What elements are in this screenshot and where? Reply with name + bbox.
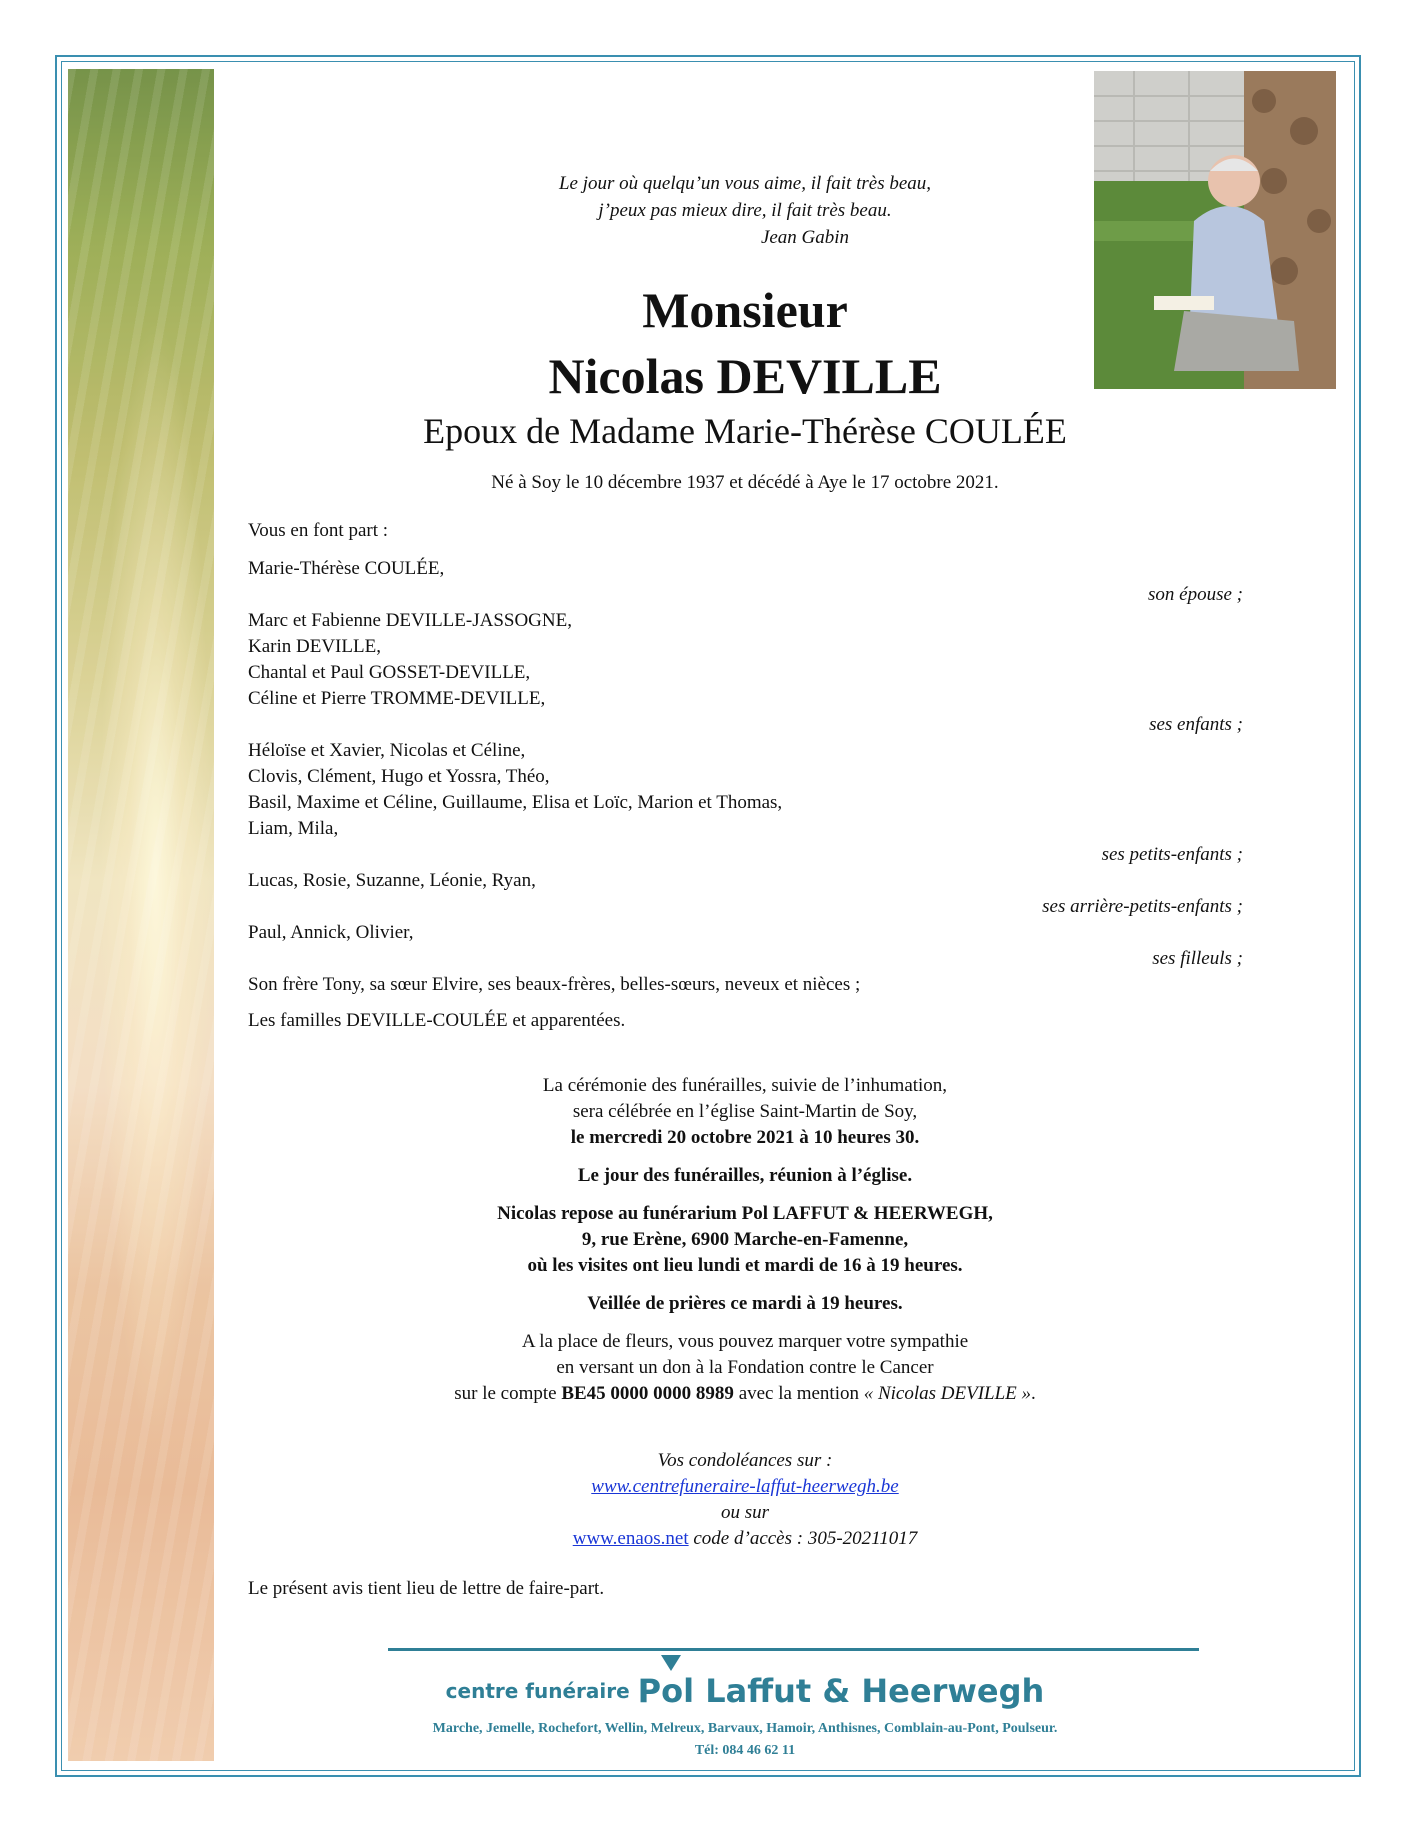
family-role: ses petits-enfants ; — [1101, 844, 1243, 865]
footer-info — [240, 1718, 1250, 1762]
flowers-line-2: en versant un don à la Fondation contre le Cancer — [556, 1357, 934, 1378]
family-role: ses filleuls ; — [1152, 948, 1243, 969]
birth-death-dates: Né à Soy le 10 décembre 1937 et décédé à Aye le 17 octobre 2021. — [491, 472, 999, 493]
family-role: ses enfants ; — [1149, 714, 1243, 735]
repose-line-3: où les visites ont lieu lundi et mardi de 16 à 19 heures. — [527, 1255, 963, 1276]
family-name: Héloïse et Xavier, Nicolas et Céline, — [248, 740, 526, 761]
donation-mention: « Nicolas DEVILLE » — [863, 1383, 1032, 1404]
footer-phone: Tél: 084 46 62 11 — [694, 1743, 796, 1758]
civility-title: Monsieur — [642, 282, 848, 338]
flowers-line-3 — [240, 1381, 1250, 1407]
logo-big-text: Pol Laffut & Heerwegh — [637, 1672, 1045, 1710]
spouse-line: Epoux de Madame Marie-Thérèse COULÉE — [423, 411, 1067, 451]
condolences-label: Vos condoléances sur : — [657, 1450, 833, 1471]
quote — [240, 170, 1250, 251]
family-name: Karin DEVILLE, — [248, 636, 381, 657]
ceremony-date: le mercredi 20 octobre 2021 à 10 heures 30. — [570, 1127, 920, 1148]
condolences-link-2[interactable]: www.enaos.net — [572, 1528, 689, 1549]
condolences — [240, 1448, 1250, 1552]
repose-line-2: 9, rue Erène, 6900 Marche-en-Famenne, — [581, 1229, 909, 1250]
family-name: Chantal et Paul GOSSET-DEVILLE, — [248, 662, 531, 683]
family-name: Basil, Maxime et Céline, Guillaume, Elisa et Loïc, Marion et Thomas, — [248, 792, 783, 813]
family-name: Liam, Mila, — [248, 818, 339, 839]
family-name: Lucas, Rosie, Suzanne, Léonie, Ryan, — [248, 870, 536, 891]
family-name: Céline et Pierre TROMME-DEVILLE, — [248, 688, 546, 709]
repose-line-1: Nicolas repose au funérarium Pol LAFFUT & HEERWEGH, — [497, 1203, 993, 1224]
family-role: ses arrière-petits-enfants ; — [1042, 896, 1243, 917]
ceremony-line-1: La cérémonie des funérailles, suivie de l’inhumation, — [542, 1075, 948, 1096]
flowers-line-1: A la place de fleurs, vous pouvez marquer votre sympathie — [521, 1331, 969, 1352]
family-role: son épouse ; — [1148, 584, 1243, 605]
condolences-or: ou sur — [720, 1502, 770, 1523]
access-code: code d’accès : 305-20211017 — [688, 1528, 918, 1549]
logo-triangle-icon — [661, 1655, 681, 1671]
notice-text: Le présent avis tient lieu de lettre de faire-part. — [248, 1578, 605, 1599]
family-list — [248, 518, 1243, 1034]
funeral-home-logo — [240, 1672, 1250, 1710]
family-name: Paul, Annick, Olivier, — [248, 922, 414, 943]
intro-text: Vous en font part : — [248, 520, 389, 541]
other-families: Les familles DEVILLE-COULÉE et apparentées. — [248, 1010, 626, 1031]
ceremony-info — [240, 1073, 1250, 1407]
other-relatives: Son frère Tony, sa sœur Elvire, ses beaux-frères, belles-sœurs, neveux et nièces ; — [248, 974, 861, 995]
flowers-pre: sur le compte — [454, 1383, 562, 1404]
meeting-info: Le jour des funérailles, réunion à l’église. — [577, 1165, 913, 1186]
deceased-name: Nicolas DEVILLE — [548, 348, 942, 404]
quote-line-2: j’peux pas mieux dire, il fait très beau. — [598, 200, 892, 221]
family-name: Marc et Fabienne DEVILLE-JASSOGNE, — [248, 610, 572, 631]
ceremony-line-2: sera célébrée en l’église Saint-Martin de Soy, — [572, 1101, 918, 1122]
logo-small-text: centre funéraire — [445, 1679, 630, 1703]
footer-divider — [388, 1648, 1199, 1651]
bank-account: BE45 0000 0000 8989 — [561, 1383, 734, 1404]
footer-towns: Marche, Jemelle, Rochefort, Wellin, Melreux, Barvaux, Hamoir, Anthisnes, Comblain-au-Pont, Poulseur. — [432, 1721, 1058, 1736]
flowers-end: . — [1031, 1383, 1036, 1404]
family-name: Clovis, Clément, Hugo et Yossra, Théo, — [248, 766, 550, 787]
family-name: Marie-Thérèse COULÉE, — [248, 558, 445, 579]
quote-author: Jean Gabin — [760, 227, 850, 248]
quote-line-1: Le jour où quelqu’un vous aime, il fait très beau, — [558, 173, 932, 194]
forest-path-image — [68, 69, 214, 1761]
condolences-link-1[interactable]: www.centrefuneraire-laffut-heerwegh.be — [591, 1476, 899, 1497]
vigil-info: Veillée de prières ce mardi à 19 heures. — [587, 1293, 903, 1314]
flowers-mid: avec la mention — [733, 1383, 864, 1404]
